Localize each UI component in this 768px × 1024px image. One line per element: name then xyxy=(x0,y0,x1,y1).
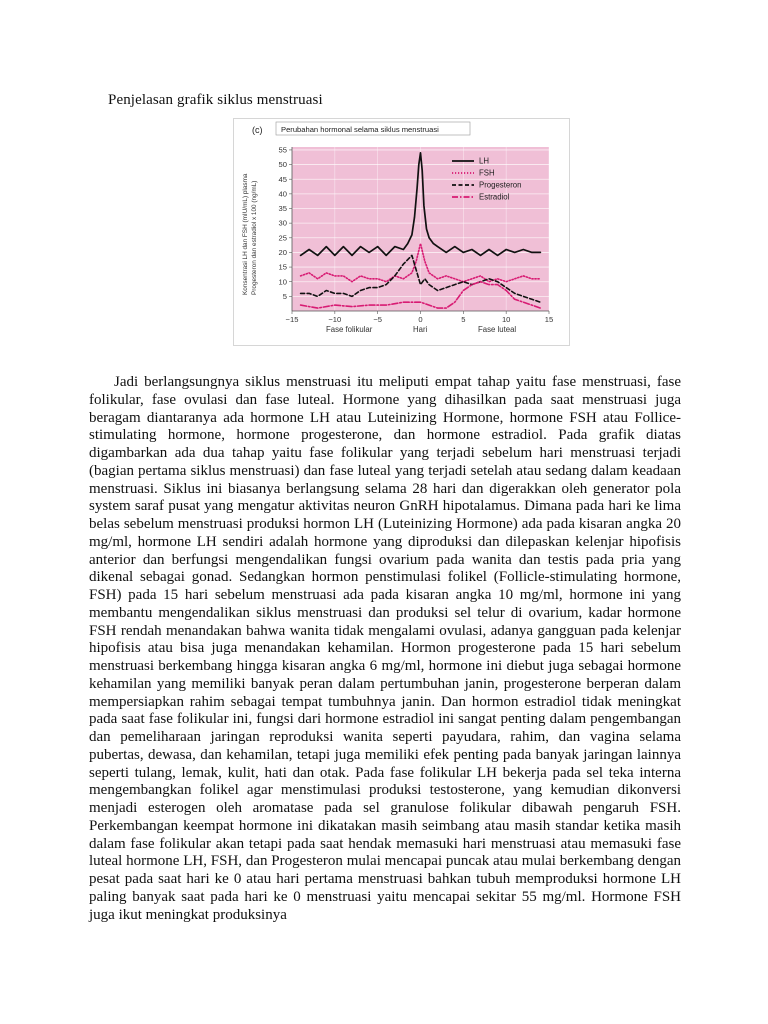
ytick-label-20: 20 xyxy=(278,248,287,258)
panel-label: (c) xyxy=(252,125,263,135)
x-label-day: Hari xyxy=(413,325,428,334)
ytick-label-40: 40 xyxy=(278,189,287,199)
document-heading: Penjelasan grafik siklus menstruasi xyxy=(108,92,323,108)
x-label-follicular: Fase folikular xyxy=(326,325,373,334)
legend-label-3: Estradiol xyxy=(479,192,510,202)
y-axis-label-line-1: Konsentrasi LH dan FSH (mIU/mL) plasma xyxy=(242,173,249,295)
legend-label-1: FSH xyxy=(479,168,495,178)
ytick-label-30: 30 xyxy=(278,218,287,228)
body-text xyxy=(89,374,681,924)
hormone-chart-figure xyxy=(233,118,570,346)
hormone-chart xyxy=(234,119,569,345)
ytick-label-5: 5 xyxy=(282,291,287,301)
chart-title: Perubahan hormonal selama siklus menstruasi xyxy=(281,125,439,134)
xtick-label-2: −5 xyxy=(373,315,383,324)
body-paragraph: Jadi berlangsungnya siklus menstruasi itu meliputi empat tahap yaitu fase menstruasi, fase folikular, fase ovulasi dan fase luteal. Hormone yang dihasilkan pada saat menstruasi juga beragam diantaranya ada hormone LH atau Luteinizing Hormone, hormone FSH atau Follice-stimulating hormone, hormone progesterone, dan hormone estradiol. Pada grafik diatas digambarkan ada dua tahap yaitu fase folikular yang terjadi sebelum hari menstruasi terjadi (bagian pertama siklus menstruasi) dan fase luteal yang terjadi setelah atau sedang dalam keadaan menstruasi. Siklus ini biasanya berlangsung selama 28 hari dan digerakkan oleh generator pola system saraf pusat yang mengatur aktivitas neuron GnRH hipotalamus. Dimana pada hari ke lima belas sebelum menstruasi produksi hormon LH (Luteinizing Hormone) ada pada kisaran angka 20 mg/ml, hormone LH sendiri adalah hormone yang diproduksi dan dilepaskan kelenjar hipofisis anterior dan berfungsi mengendalikan fungsi ovarium pada wanita dan testis pada pria yang dikenal sebagai gonad. Sedangkan hormon penstimulasi folikel (Follicle-stimulating hormone, FSH) pada 15 hari sebelum menstruasi ada pada kisaran angka 10 mg/ml, hormone ini yang membantu mengendalikan siklus menstruasi dan produksi sel telur di ovarium, kadar hormone FSH rendah menandakan bahwa wanita tidak mengalami ovulasi, adanya gangguan pada kelenjar hipofisis atau bisa juga menandakan kehamilan. Hormon progesterone pada 15 hari sebelum menstruasi berkembang hingga kisaran angka 6 mg/ml, hormone ini diebut juga sebagai hormone kehamilan yang memiliki banyak peran dalam pertumbuhan janin, progesterone berperan dalam mempersiapkan rahim sebagai tempat tumbuhnya janin. Dan hormon estradiol tidak meningkat pada saat fase folikular ini, fungsi dari hormone estradiol ini sangat penting dalam pengembangan dan pemeliharaan jaringan reproduksi wanita seperti payudara, rahim, dan vagina selama pubertas, dewasa, dan kehamilan, tetapi juga memiliki efek penting pada banyak jaringan lainnya seperti tulang, lemak, kulit, hati dan otak. Pada fase folikular LH bekerja pada sel teka interna mengembangkan folikel agar menstimulasi produksi testosterone, yang kemudian dikonversi menjadi esterogen oleh aromatase pada sel granulose folikular dibawah pengaruh FSH. Perkembangan keempat hormone ini dikatakan masih seimbang atau masih standar ketika masih dalam fase folikular akan tetapi pada saat hendak memasuki hari menstruasi atau memasuki fase luteal hormone LH, FSH, dan Progesteron mulai mencapai puncak atau mulai berkembang dengan pesat pada saat hari ke 0 atau hari pertama menstruasi bahkan tubuh memproduksi hormone LH paling banyak saat pada hari ke 0 menstruasi yaitu mencapai sekitar 55 mg/ml. Hormone FSH juga ikut meningkat produksinya xyxy=(89,374,681,923)
x-label-luteal: Fase luteal xyxy=(478,325,517,334)
xtick-label-3: 0 xyxy=(418,315,423,324)
xtick-label-0: −15 xyxy=(285,315,299,324)
ytick-label-35: 35 xyxy=(278,204,287,214)
ytick-label-15: 15 xyxy=(278,262,287,272)
legend-label-2: Progesteron xyxy=(479,180,522,190)
xtick-label-6: 15 xyxy=(544,315,554,324)
ytick-label-45: 45 xyxy=(278,174,287,184)
ytick-label-55: 55 xyxy=(278,145,287,155)
y-axis-label-line-2: Progesteron dan estradiol x 100 (ng/mL) xyxy=(251,180,258,295)
ytick-label-25: 25 xyxy=(278,233,287,243)
legend-label-0: LH xyxy=(479,156,489,166)
xtick-label-4: 5 xyxy=(461,315,466,324)
ytick-label-10: 10 xyxy=(278,277,287,287)
xtick-label-5: 10 xyxy=(501,315,511,324)
ytick-label-50: 50 xyxy=(278,160,287,170)
xtick-label-1: −10 xyxy=(328,315,342,324)
